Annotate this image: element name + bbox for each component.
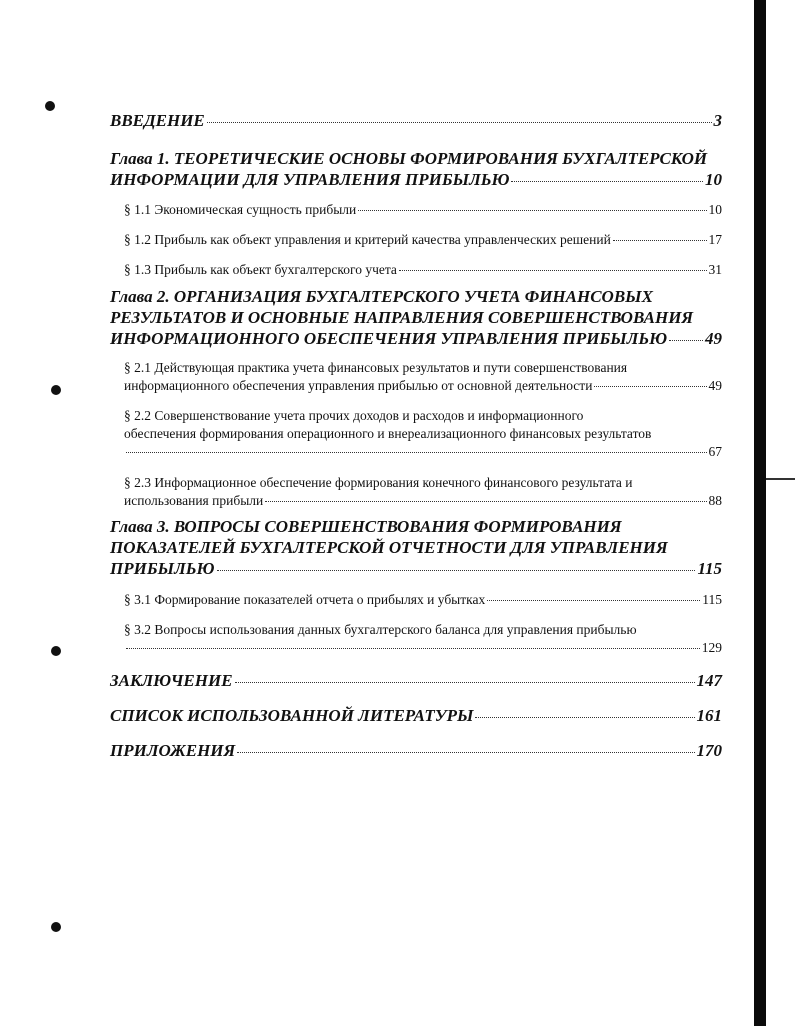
dot-leader (475, 717, 694, 718)
toc-page-number: 17 (708, 232, 722, 247)
toc-page-number: 49 (708, 378, 722, 393)
dot-leader (126, 452, 707, 453)
section-title: § 1.3 Прибыль как объект бухгалтерского учета (124, 262, 397, 277)
scan-edge-mark (766, 478, 795, 480)
dot-leader (237, 752, 694, 753)
toc-page-number: 31 (708, 262, 722, 277)
section-title: § 1.2 Прибыль как объект управления и критерий качества управленческих решений (124, 232, 611, 247)
dot-leader (126, 648, 700, 649)
chapter-title-line: Глава 3. ВОПРОСЫ СОВЕРШЕНСТВОВАНИЯ ФОРМИРОВАНИЯ (110, 517, 622, 536)
section-title: § 1.1 Экономическая сущность прибыли (124, 202, 357, 217)
punch-hole-1 (45, 101, 55, 111)
toc-entry-title: СПИСОК ИСПОЛЬЗОВАННОЙ ЛИТЕРАТУРЫ (110, 706, 474, 725)
chapter-title-line: ПРИБЫЛЬЮ (110, 559, 215, 578)
dot-leader (207, 122, 712, 123)
toc-entry-title: ЗАКЛЮЧЕНИЕ (110, 671, 233, 690)
section-title-line: информационного обеспечения управления прибылью от основной деятельности (124, 378, 593, 393)
dot-leader (217, 570, 696, 571)
toc-chapter-1[interactable] (110, 148, 722, 190)
toc-page-number: 10 (708, 202, 722, 217)
punch-hole-4 (51, 922, 61, 932)
toc-page-number: 49 (705, 329, 722, 348)
toc-page-number: 67 (708, 444, 722, 459)
toc-entry-title: ВВЕДЕНИЕ (110, 111, 205, 130)
toc-page-number: 161 (696, 706, 722, 725)
toc-entry-title: ПРИЛОЖЕНИЯ (110, 741, 236, 760)
toc-page-number: 3 (713, 111, 722, 130)
toc-page-number: 170 (696, 741, 722, 760)
dot-leader (487, 600, 700, 601)
toc-entry-intro[interactable] (110, 110, 722, 132)
table-of-contents (110, 110, 722, 762)
dot-leader (358, 210, 706, 211)
chapter-title-line: ПОКАЗАТЕЛЕЙ БУХГАЛТЕРСКОЙ ОТЧЕТНОСТИ ДЛЯ УПРАВЛЕНИЯ (110, 538, 668, 557)
section-title-line: § 2.2 Совершенствование учета прочих доходов и расходов и информационного (124, 408, 584, 423)
toc-page-number: 10 (705, 170, 722, 189)
toc-section-2-3[interactable] (110, 474, 722, 510)
dot-leader (511, 181, 703, 182)
toc-section-3-1[interactable] (110, 591, 722, 609)
section-title-line: § 2.1 Действующая практика учета финансовых результатов и пути совершенствования (124, 360, 628, 375)
section-title: § 3.1 Формирование показателей отчета о прибылях и убытках (124, 592, 486, 607)
dot-leader (265, 501, 706, 502)
chapter-title-line: РЕЗУЛЬТАТОВ И ОСНОВНЫЕ НАПРАВЛЕНИЯ СОВЕРШЕНСТВОВАНИЯ (110, 308, 694, 327)
chapter-title-line: ИНФОРМАЦИОННОГО ОБЕСПЕЧЕНИЯ УПРАВЛЕНИЯ ПРИБЫЛЬЮ (110, 329, 668, 348)
toc-entry-conclusion[interactable] (110, 670, 722, 692)
scan-edge-bar (754, 0, 766, 1026)
toc-page-number: 115 (702, 592, 722, 607)
toc-section-2-2[interactable] (110, 407, 722, 461)
toc-page-number: 115 (697, 559, 722, 578)
dot-leader (669, 340, 703, 341)
toc-section-1-3[interactable] (110, 261, 722, 279)
toc-section-1-2[interactable] (110, 231, 722, 249)
toc-page-number: 129 (701, 640, 722, 655)
chapter-title-line: ИНФОРМАЦИИ ДЛЯ УПРАВЛЕНИЯ ПРИБЫЛЬЮ (110, 170, 510, 189)
toc-section-3-2[interactable] (110, 621, 722, 657)
toc-section-2-1[interactable] (110, 359, 722, 395)
section-title-line: § 2.3 Информационное обеспечение формирования конечного финансового результата и (124, 475, 633, 490)
toc-chapter-2[interactable] (110, 286, 722, 349)
toc-entry-literature[interactable] (110, 705, 722, 727)
punch-hole-3 (51, 646, 61, 656)
toc-page-number: 88 (708, 493, 722, 508)
dot-leader (399, 270, 707, 271)
dot-leader (594, 386, 706, 387)
dot-leader (613, 240, 707, 241)
section-title-line: использования прибыли (124, 493, 264, 508)
punch-hole-2 (51, 385, 61, 395)
chapter-title-line: Глава 1. ТЕОРЕТИЧЕСКИЕ ОСНОВЫ ФОРМИРОВАНИЯ БУХГАЛТЕРСКОЙ (110, 149, 708, 168)
toc-entry-appendices[interactable] (110, 740, 722, 762)
toc-page-number: 147 (696, 671, 722, 690)
section-title-line: § 3.2 Вопросы использования данных бухгалтерского баланса для управления прибылью (124, 622, 637, 637)
dot-leader (235, 682, 695, 683)
chapter-title-line: Глава 2. ОРГАНИЗАЦИЯ БУХГАЛТЕРСКОГО УЧЕТА ФИНАНСОВЫХ (110, 287, 653, 306)
section-title-line: обеспечения формирования операционного и внереализационного финансовых результатов (124, 426, 652, 441)
toc-section-1-1[interactable] (110, 201, 722, 219)
toc-chapter-3[interactable] (110, 516, 722, 579)
